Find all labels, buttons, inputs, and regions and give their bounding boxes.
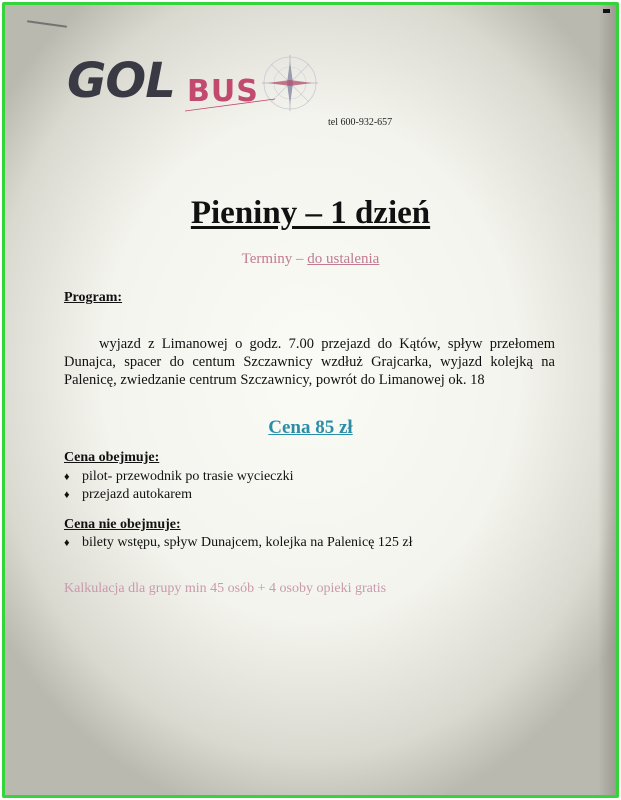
list-item-text: przejazd autokarem — [82, 487, 192, 502]
terms-line — [5, 251, 616, 268]
page-title: Pieniny – 1 dzień — [190, 195, 431, 231]
list-item — [64, 468, 293, 486]
corner-mark — [603, 9, 610, 13]
includes-heading: Cena obejmuje: — [64, 450, 160, 465]
program-description: wyjazd z Limanowej o godz. 7.00 przejazd do Kątów, spływ przełomem Dunajca, spacer do centum Szczawnicy wzdłuż Grajcarka, wyjazd kolejką na Palenicę, zwiedzanie centrum Szczawnicy, powrót do Limanowej ok. 18 — [64, 336, 555, 388]
includes-list — [64, 468, 293, 504]
terms-label: Terminy – — [241, 251, 308, 267]
diamond-bullet-icon: ♦ — [64, 489, 70, 501]
excludes-list — [64, 534, 412, 552]
program-heading: Program: — [64, 290, 123, 305]
list-item-text: pilot- przewodnik po trasie wycieczki — [82, 469, 294, 484]
diamond-bullet-icon: ♦ — [64, 471, 70, 483]
list-item — [64, 486, 293, 504]
logo-text-bus: BUS — [187, 74, 259, 109]
golbus-logo — [65, 55, 335, 125]
price-label: Cena 85 zł — [268, 417, 353, 438]
logo-text-gol: GOL — [67, 53, 175, 109]
scan-scratch — [27, 20, 67, 28]
document-page — [2, 2, 619, 798]
group-calculation-note: Kalkulacja dla grupy min 45 osób + 4 osoby opieki gratis — [64, 581, 387, 596]
list-item — [64, 534, 412, 552]
list-item-text: bilety wstępu, spływ Dunajcem, kolejka na Palenicę 125 zł — [82, 535, 413, 550]
excludes-heading: Cena nie obejmuje: — [64, 517, 181, 532]
scan-shadow — [598, 5, 616, 795]
terms-value: do ustalenia — [307, 251, 380, 267]
phone-number: tel 600-932-657 — [328, 117, 393, 128]
diamond-bullet-icon: ♦ — [64, 537, 70, 549]
